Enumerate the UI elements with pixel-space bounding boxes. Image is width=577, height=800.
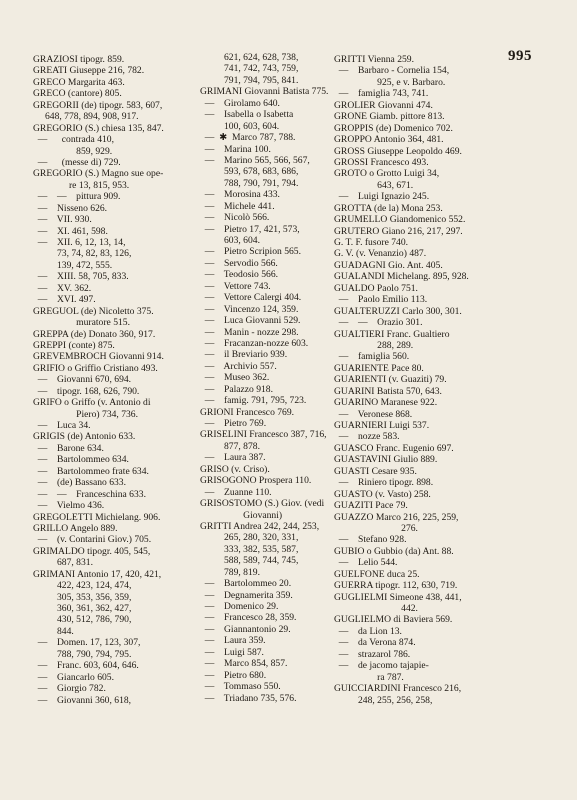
index-entry: — Riniero tipogr. 898.	[334, 477, 434, 489]
index-entry: — Bartolommeo frate 634.	[33, 465, 149, 477]
index-entry: — Vincenzo 124, 359.	[200, 303, 299, 315]
index-entry: — Paolo Emilio 113.	[334, 294, 428, 306]
index-entry: — contrada 410,	[33, 134, 114, 146]
index-entry: 643, 671.	[334, 179, 414, 191]
index-entry: GUARNIERI Luigi 537.	[334, 420, 430, 431]
index-entry: 593, 678, 683, 686,	[200, 166, 299, 178]
index-entry: — il Breviario 939.	[200, 349, 288, 361]
index-entry: 422, 423, 124, 474,	[33, 580, 132, 592]
index-entry: 789, 819.	[200, 566, 260, 578]
index-entry: GRECO Margarita 463.	[33, 76, 125, 88]
index-entry: — da Verona 874.	[334, 637, 416, 649]
index-entry: — XIII. 58, 705, 833.	[33, 271, 129, 283]
index-entry: 248, 255, 256, 258,	[334, 694, 433, 706]
index-entry: — Barone 634.	[33, 442, 104, 454]
index-entry: — tipogr. 168, 626, 790.	[33, 385, 140, 397]
index-entry: 621, 624, 628, 738,	[200, 52, 299, 63]
index-entry: — Pietro 769.	[200, 418, 267, 429]
index-entry: 791, 794, 795, 841.	[200, 74, 299, 86]
index-entry: muratore 515.	[33, 317, 130, 329]
index-entry: GUALANDI Michelang. 895, 928.	[334, 271, 469, 283]
index-entry: GUASCO Franc. Eugenio 697.	[334, 442, 454, 454]
index-entry: GRONE Giamb. pittore 813.	[334, 111, 445, 123]
index-entry: Piero) 734, 736.	[33, 408, 138, 420]
index-entry: — Fracanzan-nozze 603.	[200, 337, 309, 349]
index-entry: — Triadano 735, 576.	[200, 692, 297, 704]
index-entry: — Michele 441.	[200, 200, 275, 212]
index-entry: GUASTI Cesare 935.	[334, 465, 417, 477]
index-entry: GREVEMBROCH Giovanni 914.	[33, 351, 164, 363]
index-entry: — Giovanni 360, 618,	[33, 694, 132, 706]
index-entry: GUALTERUZZI Carlo 300, 301.	[334, 305, 462, 317]
index-entry: GRITTI Vienna 259.	[334, 54, 414, 65]
index-entry: GUGLIELMI Simeone 438, 441,	[334, 591, 462, 603]
index-entry: — Manin - nozze 298.	[200, 326, 299, 338]
index-entry: — Teodosio 566.	[200, 269, 279, 281]
index-entry: — Bartolommeo 20.	[200, 578, 292, 590]
index-entry: — VII. 930.	[33, 214, 92, 226]
index-entry: ra 787.	[334, 671, 404, 683]
index-entry: GUALDO Paolo 751.	[334, 282, 418, 294]
index-entry: — Palazzo 918.	[200, 383, 274, 395]
index-entry: — Vettore 743.	[200, 280, 271, 292]
index-entry: — Pietro 680.	[200, 669, 267, 681]
index-column-right	[334, 54, 546, 706]
index-entry: 877, 878.	[200, 440, 260, 452]
index-entry: GROTO o Grotto Luigi 34,	[334, 168, 440, 180]
index-entry: — Laura 359.	[200, 635, 266, 647]
index-entry: 788, 790, 791, 794.	[200, 177, 299, 189]
index-entry: 603, 604.	[200, 235, 260, 246]
index-entry: GUERRA tipogr. 112, 630, 719.	[334, 580, 458, 592]
index-entry: 139, 472, 555.	[33, 259, 113, 271]
index-entry: G. T. F. fusore 740.	[334, 237, 409, 248]
index-entry: — Vielmo 436.	[33, 500, 105, 512]
index-entry: GRIMANI Antonio 17, 420, 421,	[33, 568, 162, 580]
index-entry: — (de) Bassano 633.	[33, 477, 126, 489]
index-entry: GUASTO (v. Vasto) 258.	[334, 488, 431, 500]
index-entry: — Luca 34.	[33, 420, 91, 431]
index-entry: — strazarol 786.	[334, 648, 411, 660]
index-entry: GRUMELLO Giandomenico 552.	[334, 214, 466, 226]
index-column-middle	[200, 52, 342, 704]
index-entry: GUADAGNI Gio. Ant. 405.	[334, 259, 443, 271]
index-entry: — Lelio 544.	[334, 557, 398, 569]
index-entry: — Nicolò 566.	[200, 212, 270, 224]
index-entry: — Marco 854, 857.	[200, 658, 288, 670]
index-entry: — Luigi 587.	[200, 646, 264, 658]
index-entry: GREGORII (de) tipogr. 583, 607,	[33, 99, 163, 111]
index-entry: GUARIENTE Pace 80.	[334, 362, 424, 374]
index-entry: — nozze 583.	[334, 431, 400, 443]
index-entry: GUAZZO Marco 216, 225, 259,	[334, 511, 459, 523]
index-entry: — Veronese 868.	[334, 408, 413, 420]
index-entry: GUBIO o Gubbio (da) Ant. 88.	[334, 545, 454, 557]
index-entry: 305, 353, 356, 359,	[33, 591, 132, 603]
index-entry: — (v. Contarini Giov.) 705.	[33, 534, 152, 546]
index-entry: GROSSI Francesco 493.	[334, 156, 429, 168]
index-entry: GREGORIO (S.) Magno sue ope-	[33, 168, 164, 180]
index-entry: — Domenico 29.	[200, 601, 279, 612]
index-entry: — Museo 362.	[200, 372, 270, 384]
index-entry: 265, 280, 320, 331,	[200, 532, 299, 544]
index-entry: 648, 778, 894, 908, 917.	[33, 111, 139, 123]
index-entry: — Luca Giovanni 529.	[200, 315, 301, 327]
index-entry: GRIFO o Griffo (v. Antonio di	[33, 397, 151, 409]
index-entry: — famig. 791, 795, 723.	[200, 395, 307, 407]
index-entry: — famiglia 560.	[334, 351, 410, 363]
index-entry: 276.	[334, 522, 418, 534]
index-entry: — Vettore Calergi 404.	[200, 292, 302, 304]
index-entry: GREPPI (conte) 875.	[33, 339, 115, 351]
index-entry: GRECO (cantore) 805.	[33, 88, 122, 100]
index-entry: — de jacomo tajapie-	[334, 660, 429, 672]
index-entry: 100, 603, 604.	[200, 120, 280, 132]
index-entry: GUASTAVINI Giulio 889.	[334, 454, 438, 466]
index-entry: — (messe di) 729.	[33, 156, 121, 168]
index-entry: GUARINO Maranese 922.	[334, 397, 438, 409]
index-entry: — Giovanni 670, 694.	[33, 374, 132, 386]
index-entry: GRITTI Andrea 242, 244, 253,	[200, 520, 320, 532]
index-entry: — famiglia 743, 741.	[334, 88, 429, 100]
index-entry: 288, 289.	[334, 339, 414, 351]
index-entry: GREPPA (de) Donato 360, 917.	[33, 328, 156, 340]
page-number: 995	[508, 48, 532, 64]
index-entry: — Luigi Ignazio 245.	[334, 191, 430, 203]
index-entry: GRUTERO Giano 216, 217, 297.	[334, 225, 463, 237]
index-entry: — XVI. 497.	[33, 294, 96, 306]
index-entry: Giovanni)	[200, 509, 283, 521]
index-entry: GRAZIOSI tipogr. 859.	[33, 54, 125, 65]
index-entry: GRIMALDO tipogr. 405, 545,	[33, 545, 151, 557]
index-entry: GROTTA (de la) Mona 253.	[334, 202, 443, 214]
index-entry: GRILLO Angelo 889.	[33, 522, 118, 534]
index-entry: — — pittura 909.	[33, 191, 121, 203]
index-entry: — Giorgio 782.	[33, 683, 106, 695]
index-entry: 859, 929.	[33, 145, 113, 157]
index-entry: GROLIER Giovanni 474.	[334, 99, 433, 111]
index-entry: — — Orazio 301.	[334, 317, 423, 329]
index-entry: — Archivio 557.	[200, 360, 277, 372]
index-entry: 844.	[33, 625, 74, 637]
index-entry: GRIGIS (de) Antonio 633.	[33, 431, 136, 443]
index-column-left	[33, 54, 222, 706]
index-entry: — Servodio 566.	[200, 257, 278, 269]
index-entry: — Pietro Scripion 565.	[200, 246, 301, 258]
index-entry: — Giannantonio 29.	[200, 623, 291, 635]
index-entry: — Barbaro - Cornelia 154,	[334, 65, 450, 77]
index-entry: — Nisseno 626.	[33, 202, 108, 214]
index-entry: 588, 589, 744, 745,	[200, 555, 299, 567]
index-entry: GUELFONE duca 25.	[334, 568, 420, 580]
index-entry: GUALTIERI Franc. Gualtiero	[334, 328, 450, 340]
index-entry: — Pietro 17, 421, 573,	[200, 223, 300, 235]
index-entry: — Marino 565, 566, 567,	[200, 154, 310, 166]
index-entry: — Giancarlo 605.	[33, 671, 114, 683]
index-entry: — Tommaso 550.	[200, 681, 281, 693]
index-entry: GREGORIO (S.) chiesa 135, 847.	[33, 122, 164, 134]
index-entry: GRISELINI Francesco 387, 716,	[200, 429, 327, 441]
index-entry: GROPPO Antonio 364, 481.	[334, 134, 444, 146]
index-entry: — Bartolommeo 634.	[33, 454, 129, 466]
index-entry: GUARIENTI (v. Guaziti) 79.	[334, 374, 447, 386]
index-entry: — Morosina 433.	[200, 189, 280, 201]
index-entry: GRIONI Francesco 769.	[200, 406, 295, 418]
index-entry: — Marina 100.	[200, 143, 271, 155]
index-entry: — Franc. 603, 604, 646.	[33, 660, 139, 672]
index-entry: — ✱ Marco 787, 788.	[200, 132, 296, 144]
index-entry: 333, 382, 535, 587,	[200, 543, 299, 555]
index-entry: GREGUOL (de) Nicoletto 375.	[33, 305, 154, 317]
index-entry: GREGOLETTI Michielang. 906.	[33, 511, 161, 523]
index-entry: GUAZITI Pace 79.	[334, 500, 408, 512]
index-entry: — Stefano 928.	[334, 534, 407, 546]
index-entry: 741, 742, 743, 759,	[200, 63, 299, 75]
index-entry: — Francesco 28, 359.	[200, 612, 297, 624]
index-entry: 73, 74, 82, 83, 126,	[33, 248, 132, 260]
index-entry: — da Lion 13.	[334, 625, 402, 637]
index-entry: 442.	[334, 603, 418, 614]
index-entry: — Laura 387.	[200, 452, 266, 464]
index-entry: 788, 790, 794, 795.	[33, 648, 132, 660]
index-entry: — Domen. 17, 123, 307,	[33, 637, 141, 649]
index-entry: GROSS Giuseppe Leopoldo 469.	[334, 145, 462, 157]
index-entry: — XV. 362.	[33, 282, 92, 294]
index-entry: GRISOGONO Prospera 110.	[200, 475, 312, 487]
index-entry: 925, e v. Barbaro.	[334, 76, 446, 88]
index-entry: — XII. 6, 12, 13, 14,	[33, 237, 126, 248]
index-entry: GUICCIARDINI Francesco 216,	[334, 683, 462, 695]
index-entry: 687, 831.	[33, 557, 93, 569]
index-entry: GRISOSTOMO (S.) Giov. (vedi	[200, 498, 325, 510]
index-entry: — XI. 461, 598.	[33, 225, 108, 237]
index-entry: GRIFIO o Griffio Cristiano 493.	[33, 362, 158, 374]
index-entry: GREATI Giuseppe 216, 782.	[33, 65, 145, 77]
index-entry: re 13, 815, 953.	[33, 179, 130, 191]
index-entry: GROPPIS (de) Domenico 702.	[334, 122, 453, 134]
index-entry: 360, 361, 362, 427,	[33, 603, 132, 614]
index-entry: — — Franceschina 633.	[33, 488, 146, 500]
index-entry: — Degnamerita 359.	[200, 589, 293, 601]
index-entry: — Zuanne 110.	[200, 486, 272, 498]
index-entry: G. V. (v. Venanzio) 487.	[334, 248, 427, 260]
index-entry: GUARINI Batista 570, 643.	[334, 385, 442, 397]
index-entry: GUGLIELMO di Baviera 569.	[334, 614, 453, 626]
index-entry: — Isabella o Isabetta	[200, 109, 294, 121]
index-entry: — Girolamo 640.	[200, 97, 280, 109]
index-entry: GRIMANI Giovanni Batista 775.	[200, 86, 329, 98]
index-entry: GRISO (v. Criso).	[200, 463, 270, 475]
index-entry: 430, 512, 786, 790,	[33, 614, 132, 626]
